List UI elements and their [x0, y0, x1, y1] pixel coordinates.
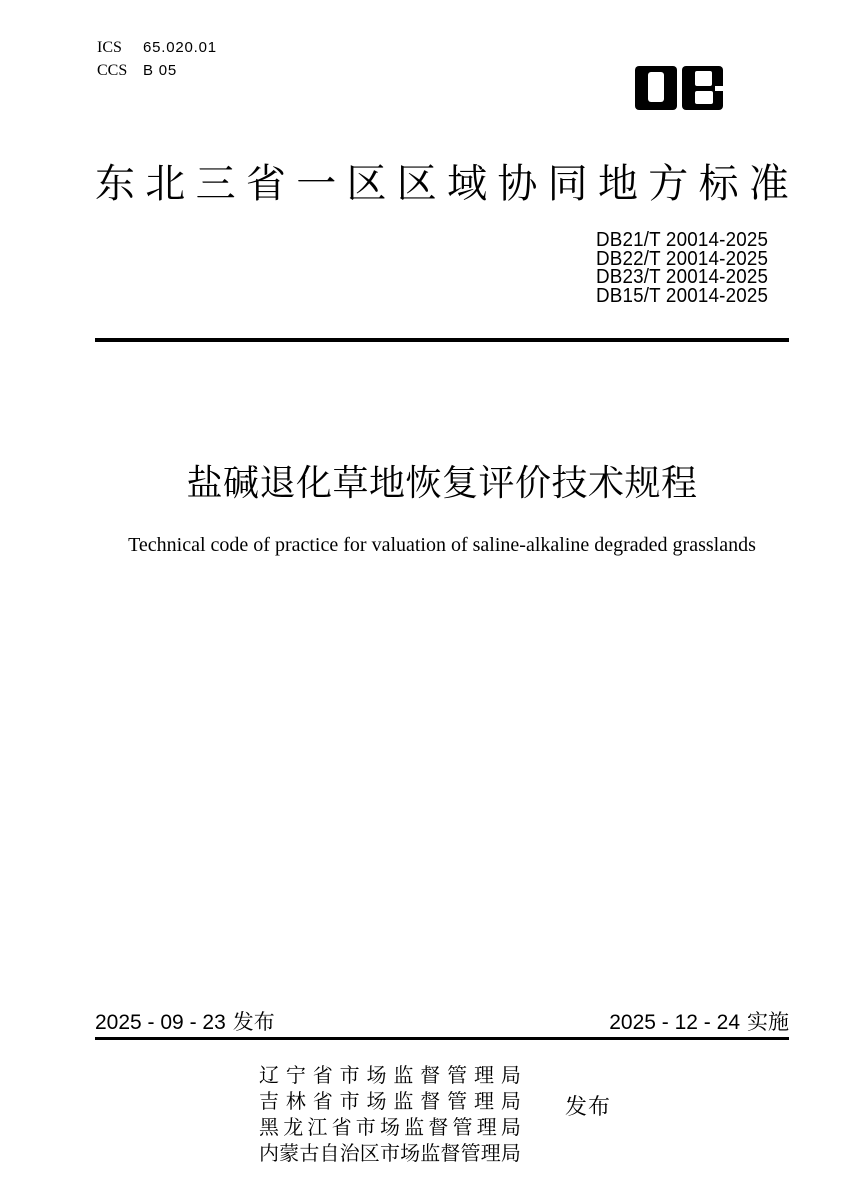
issue-date [95, 1010, 275, 1036]
ics-value: 65.020.01 [143, 39, 217, 56]
publisher-name: 黑 龙 江 省 市 场 监 督 管 理 局 [259, 1117, 521, 1139]
publisher-name: 吉 林 省 市 场 监 督 管 理 局 [259, 1091, 521, 1113]
implementation-date [609, 1010, 789, 1036]
standard-number: DB15/T 20014-2025 [595, 284, 768, 307]
date-row [95, 1010, 789, 1036]
issue-date-label: 发布 [232, 1011, 275, 1034]
standard-number: DB21/T 20014-2025 [595, 229, 768, 251]
publisher-name: 内 蒙 古 自 治 区 市 场 监 督 管 理 局 [259, 1143, 521, 1165]
issue-date-value: 2025 - 09 - 23 [95, 1011, 226, 1034]
publish-label: 发布 [565, 1094, 612, 1119]
ccs-label: CCS [97, 62, 128, 79]
publisher-name: 辽 宁 省 市 场 监 督 管 理 局 [259, 1065, 521, 1087]
implementation-date-label: 实施 [747, 1011, 789, 1034]
ics-label: ICS [97, 39, 122, 56]
ics-ccs-block [97, 36, 217, 82]
header-divider-rule [95, 338, 789, 342]
document-title-en: Technical code of practice for valuation of saline-alkaline degraded grasslands [128, 534, 756, 556]
ccs-value: B 05 [143, 62, 178, 79]
db-logo-text [635, 110, 636, 111]
document-title-cn: 盐碱退化草地恢复评价技术规程 [186, 462, 698, 503]
implementation-date-value: 2025 - 12 - 24 [609, 1011, 740, 1034]
standard-number: DB23/T 20014-2025 [595, 266, 768, 288]
standard-number: DB22/T 20014-2025 [595, 247, 768, 270]
standard-numbers [596, 231, 768, 305]
footer-divider-rule [95, 1037, 789, 1040]
region-standard-title: 东 北 三 省 一 区 区 域 协 同 地 方 标 准 [95, 162, 789, 206]
publishers-block [259, 1063, 521, 1167]
db-standard-logo-icon [635, 66, 723, 110]
